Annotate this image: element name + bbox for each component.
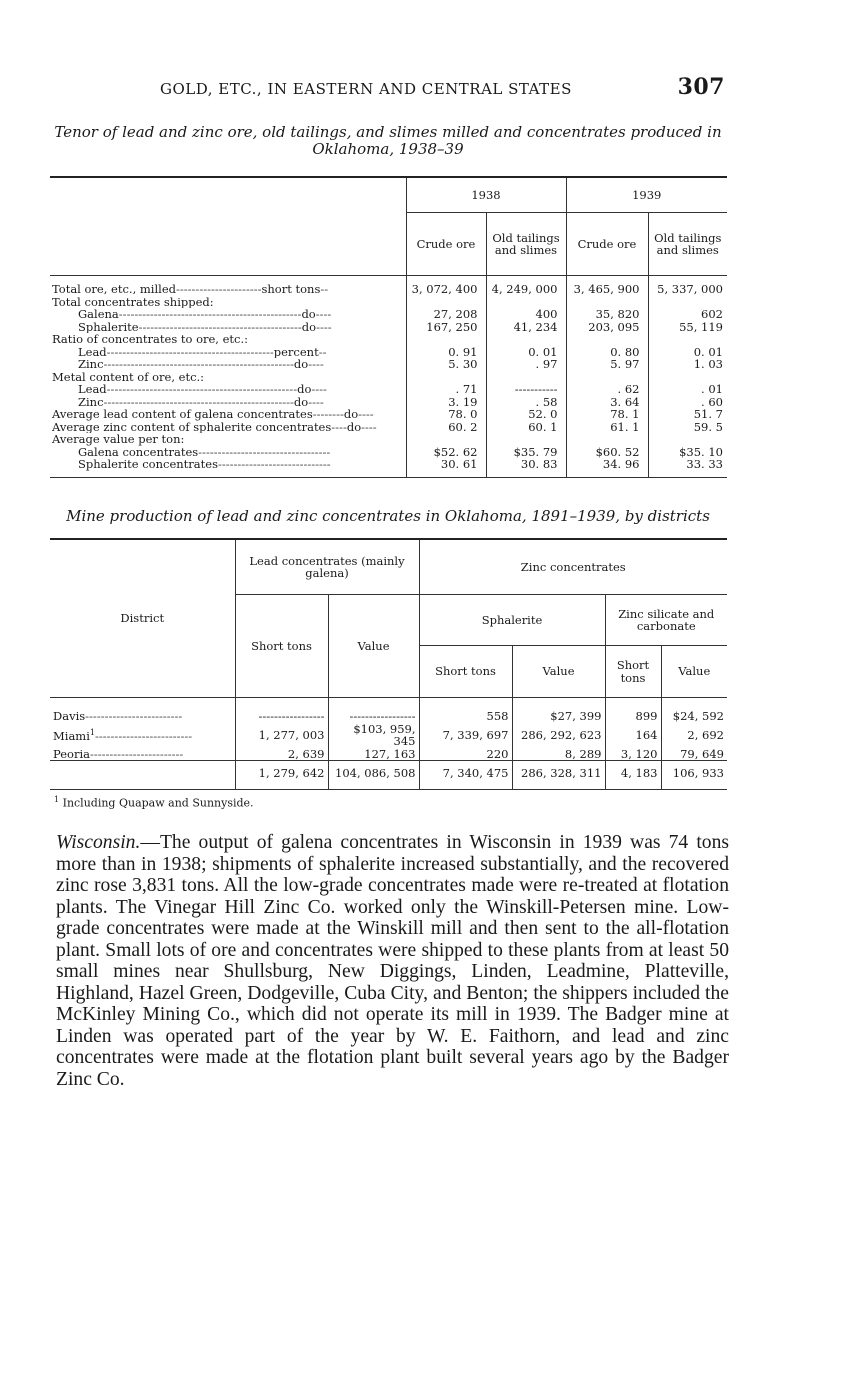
table1-caption: Tenor of lead and zinc ore, old tailings, and slimes milled and concentrates produced in Oklahoma, 1938–39 <box>54 123 722 158</box>
row-label-text: Sphalerite concentrates <box>78 458 218 471</box>
table-row <box>50 321 727 334</box>
total-cell: 106, 933 <box>661 761 727 786</box>
value-cell: 55, 119 <box>648 321 727 334</box>
value-cell: 5, 337, 000 <box>648 283 727 296</box>
value-cell <box>486 333 566 346</box>
value-cell: 35, 820 <box>566 308 648 321</box>
value-cell: 167, 250 <box>406 321 486 334</box>
value-cell <box>486 433 566 446</box>
year-1938-header: 1938 <box>406 177 566 213</box>
value-cell: $35. 79 <box>486 446 566 459</box>
value-cell: 3. 19 <box>406 396 486 409</box>
row-label: Total ore, etc., milled----------------------short tons-- <box>52 283 329 296</box>
value-cell: 60. 2 <box>406 421 486 434</box>
value-cell <box>406 333 486 346</box>
row-label-text: Ratio of concentrates to ore, etc.: <box>52 333 249 346</box>
value-cell <box>566 333 648 346</box>
stub-header <box>50 177 406 276</box>
row-label-text: Average zinc content of sphalerite concentrates <box>52 420 332 433</box>
row-label-text: Galena <box>78 308 119 321</box>
district-name-text: Peoria <box>53 747 90 761</box>
running-head <box>160 74 725 100</box>
district-header: District <box>50 539 235 698</box>
value-cell: 3, 465, 900 <box>566 283 648 296</box>
value-cell: 0. 91 <box>406 346 486 359</box>
district-row <box>50 723 727 748</box>
district-row <box>50 748 727 761</box>
district-name-text: Miami <box>53 729 90 744</box>
row-label: Lead-------------------------------------------------do---- <box>78 383 327 396</box>
row-unit: percent <box>273 345 319 358</box>
row-label: Lead-------------------------------------------percent-- <box>78 345 327 358</box>
col-header: Old tailings and slimes <box>486 213 566 276</box>
table-row <box>50 458 727 477</box>
tenor-table <box>50 176 727 478</box>
sil-short-tons-header: Short tons <box>605 646 661 698</box>
value-cell: 0. 01 <box>648 346 727 359</box>
col-header: Crude ore <box>406 213 486 276</box>
value-cell: ----------------- <box>235 710 328 723</box>
value-cell: $103, 959, 345 <box>328 723 419 748</box>
sphalerite-header: Sphalerite <box>419 595 605 646</box>
value-cell: . 71 <box>406 383 486 396</box>
table-row <box>50 408 727 421</box>
zinc-concentrates-header: Zinc concentrates <box>419 539 727 595</box>
sph-value-header: Value <box>512 646 605 698</box>
value-cell: 0. 01 <box>486 346 566 359</box>
row-label: Zinc-------------------------------------------------do---- <box>78 395 324 408</box>
value-cell: 60. 1 <box>486 421 566 434</box>
value-cell: 3. 64 <box>566 396 648 409</box>
row-unit: do <box>301 308 316 321</box>
row-unit: do <box>293 395 309 408</box>
total-cell: 7, 340, 475 <box>419 761 512 786</box>
table2-caption: Mine production of lead and zinc concentrates in Oklahoma, 1891–1939, by districts <box>66 507 710 525</box>
row-label-text: Zinc <box>78 395 104 408</box>
value-cell: ----------------- <box>328 710 419 723</box>
row-unit: do <box>297 383 312 396</box>
value-cell: 400 <box>486 308 566 321</box>
value-cell: 220 <box>419 748 512 761</box>
row-label: Galena concentrates---------------------------------- <box>78 445 331 458</box>
value-cell: 3, 072, 400 <box>406 283 486 296</box>
row-label-text: Total ore, etc., milled <box>52 283 176 296</box>
value-cell: 52. 0 <box>486 408 566 421</box>
row-label-text: Lead <box>78 383 107 396</box>
row-label: Sphalerite concentrates----------------------------- <box>50 458 406 477</box>
row-unit: do <box>293 358 309 371</box>
table-row <box>50 433 727 446</box>
row-label-text: Metal content of ore, etc.: <box>52 370 205 383</box>
value-cell: 203, 095 <box>566 321 648 334</box>
value-cell: 7, 339, 697 <box>419 723 512 748</box>
value-cell: $35. 10 <box>648 446 727 459</box>
value-cell: 899 <box>605 710 661 723</box>
lead-concentrates-header: Lead concentrates (mainly galena) <box>235 539 419 595</box>
table-row <box>50 421 727 434</box>
footnote <box>54 795 254 810</box>
value-cell: . 01 <box>648 383 727 396</box>
page-number: 307 <box>677 74 725 100</box>
row-label <box>50 333 406 346</box>
value-cell: 558 <box>419 710 512 723</box>
footnote-text: Including Quapaw and Sunnyside. <box>62 796 254 810</box>
row-label <box>50 296 406 309</box>
row-unit: do <box>343 408 359 421</box>
district-table <box>50 538 727 790</box>
value-cell <box>566 433 648 446</box>
row-label-text: Average value per ton: <box>52 433 185 446</box>
table-row <box>50 283 727 296</box>
year-1939-header: 1939 <box>566 177 727 213</box>
row-label: Average lead content of galena concentrates--------do---- <box>52 408 374 421</box>
value-cell: 33. 33 <box>648 458 727 477</box>
value-cell: 8, 289 <box>512 748 605 761</box>
total-cell: 286, 328, 311 <box>512 761 605 786</box>
value-cell: $27, 399 <box>512 710 605 723</box>
value-cell: 5. 97 <box>566 358 648 371</box>
value-cell <box>648 433 727 446</box>
total-cell: 4, 183 <box>605 761 661 786</box>
value-cell <box>406 433 486 446</box>
value-cell: 2, 639 <box>235 748 328 761</box>
value-cell: 1. 03 <box>648 358 727 371</box>
value-cell: 27, 208 <box>406 308 486 321</box>
row-unit: short tons <box>261 283 321 296</box>
value-cell: 61. 1 <box>566 421 648 434</box>
value-cell: 602 <box>648 308 727 321</box>
table-row <box>50 308 727 321</box>
value-cell: 30. 83 <box>486 458 566 477</box>
value-cell: 51. 7 <box>648 408 727 421</box>
row-label: Zinc-------------------------------------------------do---- <box>78 358 324 371</box>
table-row <box>50 358 727 371</box>
row-label-text: Average lead content of galena concentrates <box>52 408 313 421</box>
value-cell <box>648 333 727 346</box>
paragraph-lead: Wisconsin. <box>56 832 141 853</box>
lead-short-tons-header: Short tons <box>235 595 328 698</box>
value-cell: . 58 <box>486 396 566 409</box>
row-label: Average zinc content of sphalerite concentrates----do---- <box>52 420 377 433</box>
value-cell: 164 <box>605 723 661 748</box>
value-cell: $52. 62 <box>406 446 486 459</box>
value-cell: . 60 <box>648 396 727 409</box>
value-cell: 1, 277, 003 <box>235 723 328 748</box>
row-label <box>50 371 406 384</box>
table-row <box>50 333 727 346</box>
footnote-ref: 1 <box>89 728 95 738</box>
row-label <box>50 433 406 446</box>
footnote-mark: 1 <box>54 795 60 804</box>
value-cell: 30. 61 <box>406 458 486 477</box>
col-header: Crude ore <box>566 213 648 276</box>
value-cell: 0. 80 <box>566 346 648 359</box>
row-label-text: Zinc <box>78 358 104 371</box>
row-unit: do <box>301 320 317 333</box>
value-cell: 41, 234 <box>486 321 566 334</box>
row-label-text: Galena concentrates <box>78 445 199 458</box>
row-label-text: Lead <box>78 345 107 358</box>
sph-short-tons-header: Short tons <box>419 646 512 698</box>
row-label-text: Total concentrates shipped: <box>52 295 214 308</box>
row-label-text: Sphalerite <box>78 320 139 333</box>
value-cell: 286, 292, 623 <box>512 723 605 748</box>
district-name: Miami$^1$------------------------- <box>53 728 193 744</box>
value-cell: 79, 649 <box>661 748 727 761</box>
row-unit: do <box>346 420 362 433</box>
col-header: Old tailings and slimes <box>648 213 727 276</box>
value-cell: 3, 120 <box>605 748 661 761</box>
lead-value-header: Value <box>328 595 419 698</box>
total-cell: 104, 086, 508 <box>328 761 419 786</box>
body-paragraph <box>56 832 729 1090</box>
total-cell: 1, 279, 642 <box>235 761 328 786</box>
value-cell: . 97 <box>486 358 566 371</box>
value-cell: $60. 52 <box>566 446 648 459</box>
paragraph-text: —The output of galena concentrates in Wisconsin in 1939 was 74 tons more than in 1938; shipments of sphalerite increased substantially, and the recovered zinc rose 3,831 tons. All the low-grade concentrates made were re-treated at flotation plants. The Vinegar Hill Zinc Co. worked only the Winskill-Petersen mine. Low-grade concentrates were made at the Winskill mill and then sent to the all-flotation plant. Small lots of ore and concentrates were shipped to these plants from at least 50 small mines near Shullsburg, New Diggings, Linden, Leadmine, Platteville, Highland, Hazel Green, Dodgeville, Cuba City, and Benton; the shippers included the McKinley Mining Co., which did not operate its mill in 1939. The Badger mine at Linden was operated part of the year by W. E. Faithorn, and lead and zinc concentrates were made at the flotation plant built several years ago by the Badger Zinc Co. <box>56 832 729 1090</box>
district-name: Peoria------------------------ <box>53 747 184 761</box>
district-name-text: Davis <box>53 710 86 723</box>
total-row <box>50 761 727 786</box>
value-cell: 34. 96 <box>566 458 648 477</box>
row-label: Galena-----------------------------------------------do---- <box>78 308 332 321</box>
value-cell: 5. 30 <box>406 358 486 371</box>
row-label: Sphalerite------------------------------------------do---- <box>78 320 332 333</box>
district-row <box>50 710 727 723</box>
value-cell: 127, 163 <box>328 748 419 761</box>
value-cell: ----------- <box>486 383 566 396</box>
value-cell: 2, 692 <box>661 723 727 748</box>
table-row <box>50 383 727 396</box>
running-title: GOLD, ETC., IN EASTERN AND CENTRAL STATES <box>160 80 572 98</box>
value-cell: . 62 <box>566 383 648 396</box>
silicate-header: Zinc silicate and carbonate <box>605 595 727 646</box>
value-cell: 78. 0 <box>406 408 486 421</box>
value-cell: $24, 592 <box>661 710 727 723</box>
district-name: Davis------------------------- <box>53 710 183 723</box>
value-cell: 59. 5 <box>648 421 727 434</box>
sil-value-header: Value <box>661 646 727 698</box>
value-cell: 4, 249, 000 <box>486 283 566 296</box>
value-cell: 78. 1 <box>566 408 648 421</box>
